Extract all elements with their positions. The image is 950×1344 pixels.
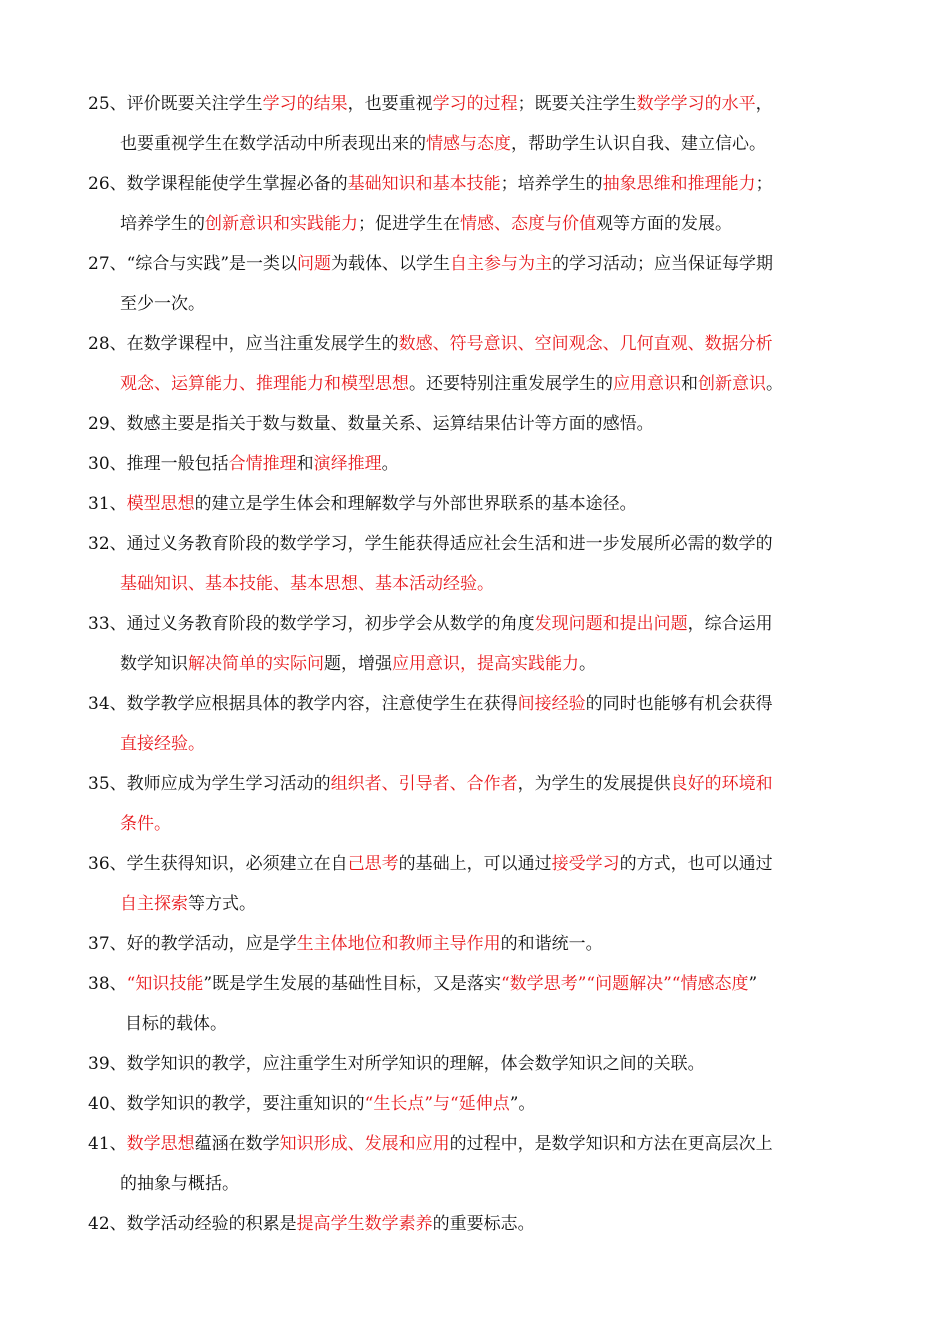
item-continuation-line bbox=[88, 644, 862, 684]
list-item bbox=[88, 1044, 862, 1084]
highlighted-text: 解决简单的实际问 bbox=[188, 654, 324, 674]
highlighted-text: 数学思想 bbox=[126, 1134, 195, 1154]
item-number: 33、 bbox=[88, 614, 127, 634]
body-text: 至少一次。 bbox=[120, 294, 205, 314]
highlighted-text: 生主体地位和教师主导作用 bbox=[296, 934, 501, 954]
body-text: 教师应成为学生学习活动的 bbox=[126, 774, 331, 794]
highlighted-text: 发现问题和提出问题 bbox=[534, 614, 688, 634]
highlighted-text: 情感、态度与价值 bbox=[460, 214, 596, 234]
highlighted-text: 演绎推理 bbox=[313, 454, 382, 474]
item-number: 38、 bbox=[88, 974, 127, 994]
item-number: 37、 bbox=[88, 934, 127, 954]
item-number: 41、 bbox=[88, 1134, 127, 1154]
body-text: 数学活动经验的积累是 bbox=[126, 1214, 297, 1234]
body-text: 的方式，也可以通过 bbox=[619, 854, 773, 874]
body-text: 数学知识的教学，应注重学生对所学知识的理解，体会数学知识之间的关联。 bbox=[126, 1054, 705, 1074]
highlighted-text: 提高学生数学素养 bbox=[296, 1214, 433, 1234]
item-continuation-line bbox=[88, 804, 862, 844]
body-text: 。 bbox=[579, 654, 596, 674]
body-text: 数学课程能使学生掌握必备的 bbox=[126, 174, 348, 194]
item-continuation-line bbox=[88, 1004, 862, 1044]
body-text: 题，增强 bbox=[324, 654, 392, 674]
list-item bbox=[88, 1124, 862, 1204]
item-number: 30、 bbox=[88, 454, 127, 474]
body-text: 的同时也能够有机会获得 bbox=[585, 694, 773, 714]
body-text: ”既是学生发展的基础性目标，又是落实 bbox=[203, 974, 502, 994]
highlighted-text: 自主探索 bbox=[120, 894, 188, 914]
body-text: 数感主要是指关于数与数量、数量关系、运算结果估计等方面的感悟。 bbox=[126, 414, 654, 434]
list-item bbox=[88, 684, 862, 764]
list-item bbox=[88, 404, 862, 444]
highlighted-text: 间接经验 bbox=[517, 694, 586, 714]
body-text: ，综合运用 bbox=[687, 614, 773, 634]
highlighted-text: 自主参与为主 bbox=[450, 254, 553, 274]
item-number: 27、 bbox=[88, 254, 127, 274]
item-number: 39、 bbox=[88, 1054, 127, 1074]
highlighted-text: 良好的环境和 bbox=[670, 774, 773, 794]
body-text: 。还要特别注重发展学生的 bbox=[409, 374, 613, 394]
highlighted-text: 基础知识和基本技能 bbox=[347, 174, 501, 194]
item-number: 36、 bbox=[88, 854, 127, 874]
highlighted-text: 创新意识和实践能力 bbox=[205, 214, 358, 234]
item-continuation-line bbox=[88, 724, 862, 764]
list-item bbox=[88, 764, 862, 844]
body-text: ；既要关注学生 bbox=[517, 94, 637, 114]
body-text: 。 bbox=[381, 454, 399, 474]
body-text: 的抽象与概括。 bbox=[120, 1174, 239, 1194]
item-list bbox=[88, 84, 862, 1244]
highlighted-text: 学习的结果 bbox=[262, 94, 348, 114]
highlighted-text: 直接经验。 bbox=[120, 734, 205, 754]
body-text: 的过程中，是数学知识和方法在更高层次上 bbox=[449, 1134, 773, 1154]
item-continuation-line bbox=[88, 204, 862, 244]
body-text: 评价既要关注学生 bbox=[126, 94, 263, 114]
item-continuation-line bbox=[88, 364, 862, 404]
body-text: 蕴涵在数学 bbox=[194, 1134, 280, 1154]
body-text: 推理一般包括 bbox=[126, 454, 229, 474]
item-number: 35、 bbox=[88, 774, 127, 794]
body-text: 好的教学活动，应是学 bbox=[126, 934, 297, 954]
item-number: 28、 bbox=[88, 334, 127, 354]
highlighted-text: 合情推理 bbox=[228, 454, 297, 474]
highlighted-text: 抽象思维和推理能力 bbox=[602, 174, 756, 194]
body-text: 培养学生的 bbox=[120, 214, 205, 234]
list-item bbox=[88, 924, 862, 964]
item-continuation-line bbox=[88, 124, 862, 164]
body-text: ” bbox=[748, 974, 758, 994]
item-number: 31、 bbox=[88, 494, 127, 514]
body-text: ，帮助学生认识自我、建立信心。 bbox=[511, 134, 766, 154]
body-text: 学生获得知识，必须建立在自 bbox=[126, 854, 348, 874]
body-text: ， bbox=[755, 94, 773, 114]
highlighted-text: 创新意识 bbox=[698, 374, 766, 394]
body-text: 和 bbox=[681, 374, 698, 394]
body-text: 也要重视学生在数学活动中所表现出来的 bbox=[120, 134, 426, 154]
body-text: 观等方面的发展。 bbox=[596, 214, 732, 234]
highlighted-text: 条件。 bbox=[120, 814, 171, 834]
body-text: ；培养学生的 bbox=[500, 174, 603, 194]
item-continuation-line bbox=[88, 564, 862, 604]
list-item bbox=[88, 164, 862, 244]
body-text: 的建立是学生体会和理解数学与外部世界联系的基本途径。 bbox=[194, 494, 637, 514]
item-number: 42、 bbox=[88, 1214, 127, 1234]
body-text: 的基础上，可以通过 bbox=[398, 854, 552, 874]
highlighted-text: 情感与态度 bbox=[426, 134, 511, 154]
item-continuation-line bbox=[88, 1164, 862, 1204]
list-item bbox=[88, 244, 862, 324]
item-number: 32、 bbox=[88, 534, 127, 554]
body-text: 的和谐统一。 bbox=[500, 934, 603, 954]
body-text: 通过义务教育阶段的数学学习，学生能获得适应社会生活和进一步发展所必需的数学的 bbox=[126, 534, 773, 554]
highlighted-text: 知识形成、发展和应用 bbox=[279, 1134, 450, 1154]
body-text: ；促进学生在 bbox=[358, 214, 460, 234]
highlighted-text: “数学思考”“问题解决”“情感态度 bbox=[501, 974, 749, 994]
highlighted-text: 应用意识，提高实践能力 bbox=[392, 654, 579, 674]
highlighted-text: 数学学习的水平 bbox=[636, 94, 756, 114]
item-continuation-line bbox=[88, 884, 862, 924]
highlighted-text: 组织者、引导者、合作者 bbox=[330, 774, 518, 794]
list-item bbox=[88, 1204, 862, 1244]
highlighted-text: “知识技能 bbox=[126, 974, 204, 994]
body-text: 为载体、以学生 bbox=[331, 254, 451, 274]
body-text: 的学习活动；应当保证每学期 bbox=[552, 254, 774, 274]
body-text: 。 bbox=[766, 374, 783, 394]
body-text: ； bbox=[755, 174, 773, 194]
highlighted-text: “生长点”与“延伸点 bbox=[364, 1094, 510, 1114]
body-text: ，也要重视 bbox=[347, 94, 433, 114]
list-item bbox=[88, 84, 862, 164]
highlighted-text: 观念、运算能力、推理能力和模型思想 bbox=[120, 374, 409, 394]
item-number: 25、 bbox=[88, 94, 127, 114]
body-text: 的重要标志。 bbox=[432, 1214, 535, 1234]
list-item bbox=[88, 604, 862, 684]
body-text: 目标的载体。 bbox=[125, 1014, 227, 1034]
highlighted-text: 基础知识、基本技能、基本思想、基本活动经验。 bbox=[120, 574, 494, 594]
list-item bbox=[88, 844, 862, 924]
body-text: 在数学课程中，应当注重发展学生的 bbox=[126, 334, 399, 354]
list-item bbox=[88, 444, 862, 484]
list-item bbox=[88, 1084, 862, 1124]
body-text: 和 bbox=[296, 454, 314, 474]
body-text: “综合与实践”是一类以 bbox=[126, 254, 298, 274]
highlighted-text: 学习的过程 bbox=[432, 94, 518, 114]
highlighted-text: 接受学习 bbox=[551, 854, 620, 874]
list-item bbox=[88, 324, 862, 404]
highlighted-text: 模型思想 bbox=[126, 494, 195, 514]
body-text: 等方式。 bbox=[188, 894, 256, 914]
list-item bbox=[88, 484, 862, 524]
item-continuation-line bbox=[88, 284, 862, 324]
body-text: 数学知识的教学，要注重知识的 bbox=[126, 1094, 365, 1114]
item-number: 29、 bbox=[88, 414, 127, 434]
body-text: 通过义务教育阶段的数学学习，初步学会从数学的角度 bbox=[126, 614, 535, 634]
highlighted-text: 问题 bbox=[297, 254, 332, 274]
list-item bbox=[88, 964, 862, 1044]
body-text: ”。 bbox=[509, 1094, 536, 1114]
item-number: 34、 bbox=[88, 694, 127, 714]
list-item bbox=[88, 524, 862, 604]
highlighted-text: 数感、符号意识、空间观念、几何直观、数据分析 bbox=[398, 334, 773, 354]
body-text: 数学知识 bbox=[120, 654, 188, 674]
body-text: 数学教学应根据具体的教学内容，注意使学生在获得 bbox=[126, 694, 518, 714]
item-number: 40、 bbox=[88, 1094, 127, 1114]
item-number: 26、 bbox=[88, 174, 127, 194]
highlighted-text: 应用意识 bbox=[613, 374, 681, 394]
highlighted-text: 己思考 bbox=[347, 854, 399, 874]
body-text: ，为学生的发展提供 bbox=[517, 774, 671, 794]
